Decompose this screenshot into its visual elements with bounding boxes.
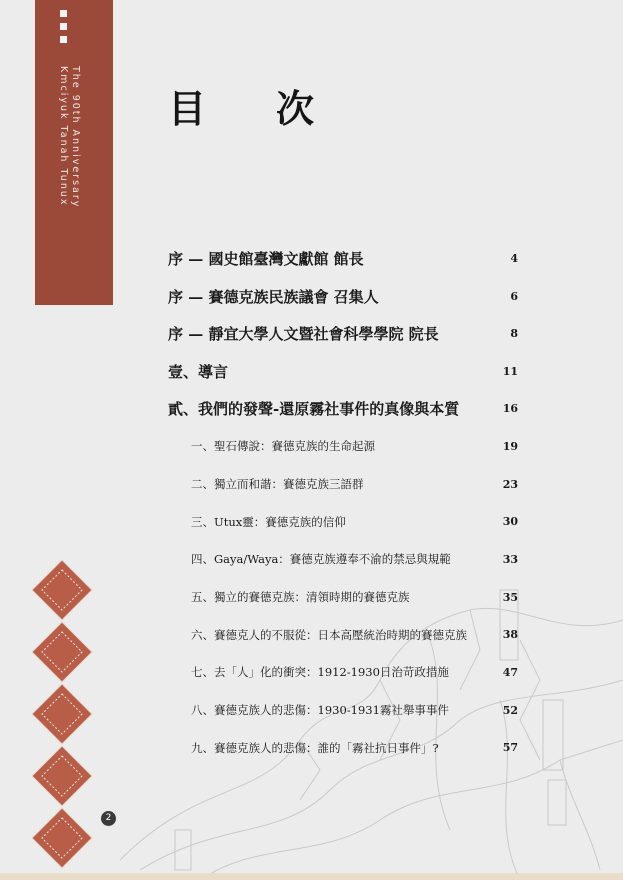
bottom-strip — [0, 873, 623, 880]
toc-entry-page: 30 — [502, 515, 518, 529]
toc-entry[interactable] — [168, 541, 518, 579]
toc-entry[interactable] — [168, 729, 518, 767]
toc-entry-label: 七、去「人」化的衝突：1912-1930日治苛政措施 — [191, 665, 449, 680]
page-number-badge: 2 — [101, 811, 116, 826]
toc-entry[interactable] — [168, 315, 518, 353]
toc-entry-label: 九、賽德克族人的悲傷：誰的「霧社抗日事件」? — [191, 740, 439, 755]
toc-entry[interactable] — [168, 278, 518, 316]
toc-entry-label: 八、賽德克族人的悲傷：1930-1931霧社舉事事件 — [191, 703, 449, 718]
toc-entry-page: 23 — [502, 477, 518, 491]
toc-entry-label: 三、Utux靈：賽德克族的信仰 — [191, 514, 346, 529]
toc-entry[interactable] — [168, 578, 518, 616]
toc-entry-page: 6 — [510, 289, 518, 303]
toc-entry-label: 貳、我們的發聲-還原霧社事件的真像與本質 — [168, 400, 460, 419]
toc-entry[interactable] — [168, 390, 518, 428]
table-of-contents — [168, 240, 518, 767]
toc-entry-page: 57 — [502, 741, 518, 755]
side-banner — [35, 0, 113, 305]
toc-entry[interactable] — [168, 616, 518, 654]
toc-entry-page: 47 — [502, 665, 518, 679]
toc-entry[interactable] — [168, 654, 518, 692]
vertical-text-line1: The 90th Anniversary — [70, 66, 81, 209]
toc-entry-page: 8 — [510, 327, 518, 341]
toc-entry-page: 11 — [502, 364, 518, 378]
toc-entry[interactable] — [168, 428, 518, 466]
toc-entry[interactable] — [168, 691, 518, 729]
toc-entry-page: 4 — [510, 252, 518, 266]
toc-entry-label: 五、獨立的賽德克族：清領時期的賽德克族 — [191, 590, 410, 605]
toc-entry-label: 壹、導言 — [168, 362, 229, 381]
diamond-pattern-ornament — [30, 560, 94, 875]
toc-entry[interactable] — [168, 465, 518, 503]
toc-entry-page: 33 — [502, 552, 518, 566]
toc-entry-page: 16 — [502, 402, 518, 416]
toc-entry[interactable] — [168, 503, 518, 541]
toc-entry-label: 序 — 賽德克族民族議會 召集人 — [168, 287, 379, 306]
toc-entry-page: 38 — [502, 628, 518, 642]
toc-entry-page: 35 — [502, 590, 518, 604]
toc-entry-label: 序 — 靜宜大學人文暨社會科學學院 院長 — [168, 325, 439, 344]
toc-entry-label: 六、賽德克人的不服從：日本高壓統治時期的賽德克族 — [191, 627, 467, 642]
toc-entry-page: 52 — [502, 703, 518, 717]
toc-entry-label: 一、聖石傳說：賽德克族的生命起源 — [191, 439, 375, 454]
toc-entry-page: 19 — [502, 439, 518, 453]
square-dots-ornament — [60, 10, 67, 49]
toc-entry-label: 序 — 國史館臺灣文獻館 館長 — [168, 250, 364, 269]
toc-entry-label: 二、獨立而和諧：賽德克族三語群 — [191, 477, 364, 492]
vertical-text-line2: Kmciyuk Tanah Tunux — [58, 66, 69, 207]
anniversary-vertical-text — [57, 66, 81, 208]
page-title: 目次 — [168, 86, 385, 131]
toc-entry[interactable] — [168, 353, 518, 391]
toc-entry[interactable] — [168, 240, 518, 278]
toc-entry-label: 四、Gaya/Waya：賽德克族遵奉不渝的禁忌與規範 — [191, 552, 451, 567]
